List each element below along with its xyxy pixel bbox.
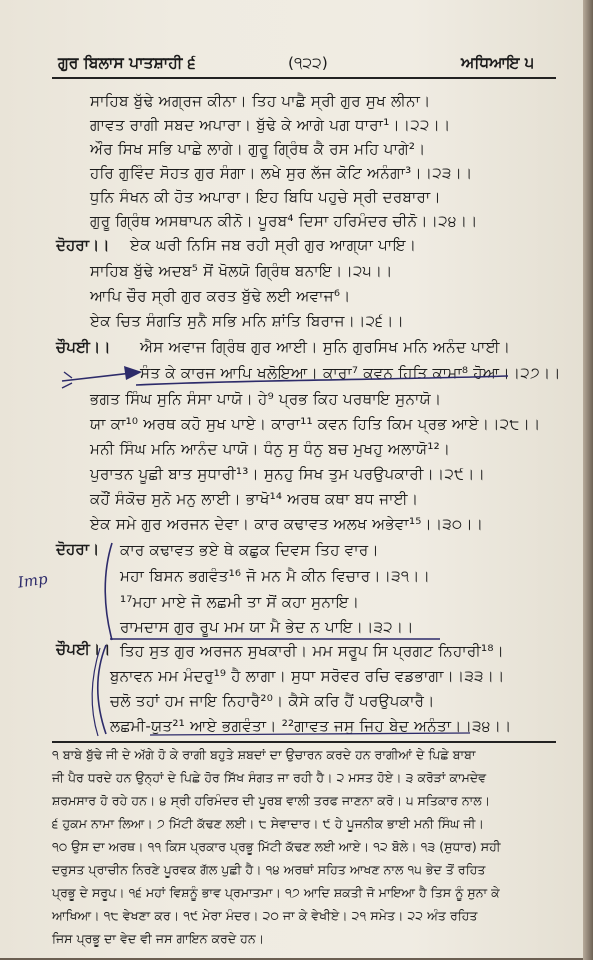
footnote-line: ਜਿਸ ਪ੍ਰਭੂ ਦਾ ਵੇਦ ਵੀ ਜਸ ਗਾਇਨ ਕਰਦੇ ਹਨ। (52, 931, 265, 946)
footnote-line: ਜੀ ਪੈਰ ਧਰਦੇ ਹਨ ਉਨ੍ਹਾਂ ਦੇ ਪਿਛੇ ਹੋਰ ਸਿੱਖ ਸੰਗਤ ਜਾ ਰਹੀ ਹੈ। ੨ ਮਸਤ ਹੋਏ। ੩ ਕਰੋੜਾਂ ਕਾਮਦੇਵ (52, 770, 487, 785)
verse-line: ਮਨੀ ਸਿੰਘ ਮਨਿ ਆਨੰਦ ਪਾਯੋ। ਧੰਨੁ ਸੁ ਧੰਨੁ ਬਚ ਮੁਖਹੁ ਅਲਾਯੋ¹²। (90, 440, 451, 458)
footnote-divider (52, 741, 556, 743)
verse-line: ਪੁਰਾਤਨ ਪੂਛੀ ਬਾਤ ਸੁਧਾਰੀ¹³। ਸੁਨਹੁ ਸਿਖ ਤੁਮ ਪਰਉਪਕਾਰੀ।।੨੯।। (90, 465, 486, 483)
verse-line: ਆਪਿ ਚੌਰ ਸ੍ਰੀ ਗੁਰ ਕਰਤ ਬੁੱਢੇ ਲਈ ਅਵਾਜ⁶। (90, 287, 351, 305)
verse-line: ਏਕ ਘਰੀ ਨਿਸਿ ਜਬ ਰਹੀ ਸ੍ਰੀ ਗੁਰ ਆਗ੍ਯਾ ਪਾਇ। (130, 236, 417, 254)
footnote-line: ੧ ਬਾਬੇ ਬੁੱਢੇ ਜੀ ਦੇ ਅੱਗੇ ਹੋ ਕੇ ਰਾਗੀ ਬਹੁਤੇ ਸ਼ਬਦਾਂ ਦਾ ਉਚਾਰਨ ਕਰਦੇ ਹਨ ਰਾਗੀਆਂ ਦੇ ਪਿਛੇ ਬਾਬਾ (52, 747, 476, 762)
verse-line: ਐਸ ਅਵਾਜ ਗ੍ਰਿੰਥ ਗੁਰ ਆਈ। ਸੁਨਿ ਗੁਰਸਿਖ ਮਨਿ ਅਨੰਦ ਪਾਈ। (140, 338, 511, 356)
label-dohra: ਦੋਹਰਾ। (56, 540, 100, 558)
verse-line-underlined: ਸੰਤ ਕੇ ਕਾਰਜ ਆਪਿ ਖਲੋਇਆ। ਕਾਰਾ⁷ ਕਵਨ ਹਿਤਿ ਕਾਮਾ⁸ ਹੋਆ।।੨੭।। (140, 364, 561, 382)
running-title: ਗੁਰ ਬਿਲਾਸ ਪਾਤਸ਼ਾਹੀ ੬ (58, 54, 196, 72)
verse-line: ਧੁਨਿ ਸੰਖਨ ਕੀ ਹੋਤ ਅਪਾਰਾ। ਇਹ ਬਿਧਿ ਪਹੁਚੇ ਸ੍ਰੀ ਦਰਬਾਰਾ। (90, 188, 441, 206)
label-chaupai: ਚੌਪਈ।। (56, 338, 111, 356)
verse-line: ਸਾਹਿਬ ਬੁੱਢੇ ਅਗ੍ਰਜ ਕੀਨਾ। ਤਿਹ ਪਾਛੈ ਸ੍ਰੀ ਗੁਰ ਸੁਖ ਲੀਨਾ। (90, 92, 431, 110)
footnote-line: ਦਰੁਸਤ ਪ੍ਰਾਚੀਨ ਨਿਰਣੇ ਪੂਰਵਕ ਗੱਲ ਪੁਛੀ ਹੈ। ੧੪ ਅਰਥਾਂ ਸਹਿਤ ਆਖਣ ਨਾਲ ੧੫ ਭੇਦ ਤੋਂ ਰਹਿਤ (52, 862, 486, 877)
label-chaupai: ਚੌਪਈ।। (56, 640, 111, 658)
verse-line: ਔਰ ਸਿਖ ਸਭਿ ਪਾਛੇ ਲਾਗੇ। ਗੁਰੂ ਗ੍ਰਿੰਥ ਕੈ ਰਸ ਮਹਿ ਪਾਗੇ²। (90, 140, 426, 158)
verse-line: ਯਾ ਕਾ¹⁰ ਅਰਥ ਕਹੋ ਸੁਖ ਪਾਏ। ਕਾਰਾ¹¹ ਕਵਨ ਹਿਤਿ ਕਿਮ ਪ੍ਰਭ ਆਏ।।੨੮।। (90, 415, 541, 433)
footnote-line: ੬ ਹੁਕਮ ਨਾਮਾ ਲਿਆ। ੭ ਮਿੱਟੀ ਕੱਢਣ ਲਈ। ੮ ਸੇਵਾਦਾਰ। ੯ ਹੇ ਪੂਜਨੀਕ ਭਾਈ ਮਨੀ ਸਿੰਘ ਜੀ। (52, 816, 484, 831)
verse-line: ¹⁷ਮਹਾ ਮਾਏ ਜੋ ਲਛਮੀ ਤਾ ਸੋਂ ਕਹਾ ਸੁਨਾਇ। (120, 593, 360, 611)
verse-line: ਸਾਹਿਬ ਬੁੱਢੇ ਅਦਬ⁵ ਸੋਂ ਖੋਲਯੋ ਗ੍ਰਿੰਥ ਬਨਾਇ।।੨੫।। (90, 262, 393, 280)
verse-line: ਏਕ ਚਿਤ ਸੰਗਤਿ ਸੁਨੈ ਸਭਿ ਮਨਿ ਸ਼ਾਂਤਿ ਬਿਰਾਜ।।੨੬।। (90, 312, 405, 330)
verse-line: ਰਾਮਦਾਸ ਗੁਰ ਰੂਪ ਮਮ ਯਾ ਮੈ ਭੇਦ ਨ ਪਾਇ।।੩੨।। (120, 618, 414, 636)
footnote-line: ਆਖਿਆ। ੧੮ ਵੇਖਣਾ ਕਰ। ੧੯ ਮੇਰਾ ਮੰਦਰ। ੨੦ ਜਾ ਕੇ ਵੇਖੀਏ। ੨੧ ਸਮੇਤ। ੨੨ ਅੰਤ ਰਹਿਤ (52, 908, 478, 923)
verse-line: ਏਕ ਸਮੇ ਗੁਰ ਅਰਜਨ ਦੇਵਾ। ਕਾਰ ਕਢਾਵਤ ਅਲਖ ਅਭੇਵਾ¹⁵।।੩੦।। (90, 515, 484, 533)
verse-line: ਲਛਮੀ-ਯੁਤ²¹ ਆਏ ਭਗਵੰਤਾ। ²²ਗਾਵਤ ਜਸੁ ਜਿਹ ਬੇਦ ਅਨੰਤਾ।।੩੪।। (110, 717, 512, 735)
label-dohra: ਦੋਹਰਾ।। (56, 236, 110, 254)
verse-line: ਹਰਿ ਗੁਵਿੰਦ ਸੋਹਤ ਗੁਰ ਸੰਗਾ। ਲਖੇ ਸੁਰ ਲੱਜ ਕੋਟਿ ਅਨੰਗਾ³।।੨੩।। (90, 164, 473, 182)
verse-line: ਗੁਰੂ ਗ੍ਰਿੰਥ ਅਸਥਾਪਨ ਕੀਨੋ। ਪੂਰਬ⁴ ਦਿਸਾ ਹਰਿਮੰਦਰ ਚੀਨੋ।।੨੪।। (90, 212, 478, 230)
verse-line: ਕਾਰ ਕਢਾਵਤ ਭਏ ਥੇ ਕਛੁਕ ਦਿਵਸ ਤਿਹ ਵਾਰ। (120, 541, 379, 559)
chapter-label: ਅਧਿਆਇ ੫ (461, 54, 534, 72)
book-spine-edge (583, 0, 593, 960)
verse-line: ਮਹਾ ਬਿਸਨ ਭਗਵੰਤ¹⁶ ਜੋ ਮਨ ਮੈ ਕੀਨ ਵਿਚਾਰ।।੩੧।। (120, 567, 431, 585)
footnote-line: ੧੦ ਉਸ ਦਾ ਅਰਥ। ੧੧ ਕਿਸ ਪ੍ਰਕਾਰ ਪ੍ਰਭੂ ਮਿੱਟੀ ਕੱਢਣ ਲਈ ਆਏ। ੧੨ ਬੋਲੇ। ੧੩ (ਸੁਧਾਰ) ਸਹੀ (52, 839, 501, 854)
verse-line: ਬੁਨਾਵਨ ਮਮ ਮੰਦਰੁ¹⁹ ਹੈ ਲਾਗਾ। ਸੁਧਾ ਸਰੋਵਰ ਰਚਿ ਵਡਭਾਗਾ।।੩੩।। (110, 667, 505, 685)
footnote-line: ਸ਼ਰਮਸਾਰ ਹੋ ਰਹੇ ਹਨ। ੪ ਸ੍ਰੀ ਹਰਿਮੰਦਰ ਦੀ ਪੂਰਬ ਵਾਲੀ ਤਰਫ ਜਾਣਨਾ ਕਰੋ। ੫ ਸਤਿਕਾਰ ਨਾਲ। (52, 793, 491, 808)
verse-line: ਤਿਹ ਸੁਤ ਗੁਰ ਅਰਜਨ ਸੁਖਕਾਰੀ। ਮਮ ਸਰੂਪ ਸਿ ਪ੍ਰਗਟ ਨਿਹਾਰੀ¹⁸। (120, 642, 505, 660)
page-number: (੧੨੨) (288, 54, 328, 72)
verse-line: ਕਹੌਂ ਸੰਕੋਚ ਸੁਨੋ ਮਨੁ ਲਾਈ। ਭਾਖੋ¹⁴ ਅਰਥ ਕਥਾ ਬਧ ਜਾਈ। (90, 490, 419, 508)
verse-line: ਗਾਵਤ ਰਾਗੀ ਸਬਦ ਅਪਾਰਾ। ਬੁੱਢੇ ਕੇ ਆਗੇ ਪਗ ਧਾਰਾ¹।।੨੨।। (90, 116, 451, 134)
footnote-line: ਪ੍ਰਭੂ ਦੇ ਸਰੂਪ। ੧੬ ਮਹਾਂ ਵਿਸ਼ਨੂੰ ਭਾਵ ਪ੍ਰਮਾਤਮਾ। ੧੭ ਆਦਿ ਸ਼ਕਤੀ ਜੋ ਮਾਇਆ ਹੈ ਤਿਸ ਨੂੰ ਸੁਨਾ ਕੇ (52, 885, 500, 900)
verse-line: ਚਲੋ ਤਹਾਂ ਹਮ ਜਾਇ ਨਿਹਾਰੈ²⁰। ਕੈਸੇ ਕਰਿ ਹੈਂ ਪਰਉਪਕਾਰੈ। (110, 692, 435, 710)
verse-line: ਭਗਤ ਸਿੰਘ ਸੁਨਿ ਸੰਸਾ ਪਾਯੋ। ਹੇ⁹ ਪ੍ਰਭ ਕਿਹ ਪਰਥਾਇ ਸੁਨਾਯੋ। (90, 390, 442, 408)
margin-note: Imp (16, 569, 49, 592)
